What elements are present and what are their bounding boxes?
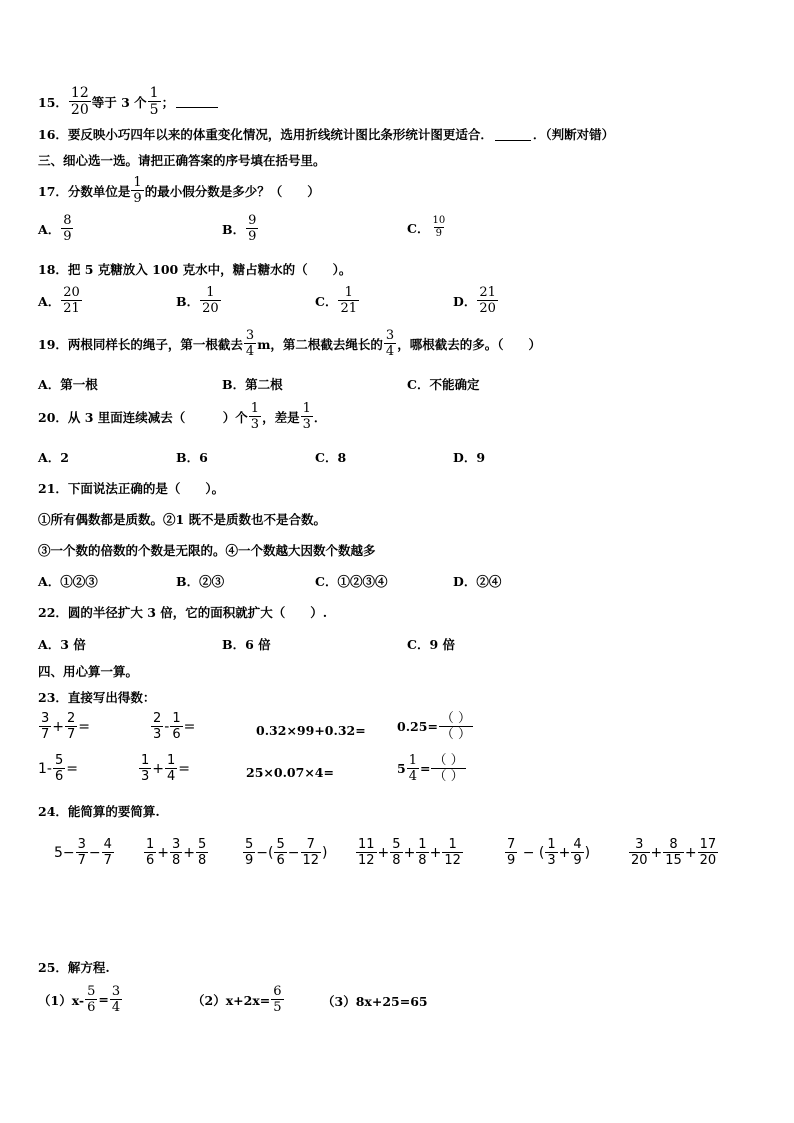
fraction-1-3: 1 3 (302, 401, 311, 432)
q18-option-d[interactable]: D． 21 20 (453, 285, 496, 316)
equation-1: （1）x- 5 6 = 3 4 (38, 984, 121, 1015)
question-21: 21．下面说法正确的是（ ）。 (38, 481, 225, 496)
q15-text: 等于 3 个 (91, 94, 147, 110)
q19-option-a[interactable]: A．第一根 (38, 377, 98, 392)
fraction-1-9: 1 9 (133, 175, 142, 206)
question-25: 25．解方程. (38, 960, 110, 975)
q24-expr-2: 1 6 + 3 8 + 5 8 (146, 837, 207, 868)
q24-expr-4: 11 12 + 5 8 + 1 8 + 1 12 (358, 837, 461, 868)
question-15: 15． 12 20 等于 3 个 1 5 ； (38, 86, 218, 117)
q23-expr-7: 25×0.07×4= (246, 765, 334, 780)
answer-blank[interactable] (495, 128, 531, 141)
q21-option-b[interactable]: B．②③ (176, 574, 225, 589)
q24-expr-6: 3 20 + 8 15 + 17 20 (631, 837, 717, 868)
q21-statement-line-1: ①所有偶数都是质数。②1 既不是质数也不是合数。 (38, 512, 327, 527)
question-17: 17．分数单位是 1 9 的最小假分数是多少？（ ） (38, 175, 320, 206)
q20-option-d[interactable]: D．9 (453, 450, 486, 465)
q22-option-c[interactable]: C．9 倍 (407, 637, 455, 652)
fraction-1-3: 1 3 (250, 401, 260, 432)
q15-number: 15． (38, 94, 68, 110)
question-20: 20．从 3 里面连续减去（ ）个 1 3 ，差是 1 3 ． (38, 401, 327, 432)
section-4-heading: 四、用心算一算。 (38, 664, 139, 679)
q20-option-b[interactable]: B．6 (176, 450, 208, 465)
fraction-1-5: 1 5 (149, 85, 159, 118)
q21-option-d[interactable]: D．②④ (453, 574, 502, 589)
q19-option-c[interactable]: C．不能确定 (407, 377, 480, 392)
q19-option-b[interactable]: B．第二根 (222, 377, 283, 392)
answer-blank[interactable] (176, 95, 218, 108)
q21-statement-line-2: ③一个数的倍数的个数是无限的。④一个数越大因数个数越多 (38, 543, 376, 558)
question-19: 19．两根同样长的绳子，第一根截去 3 4 m，第二根截去绳长的 3 4 ，哪根截去的多。（ ） (38, 328, 541, 359)
q22-option-a[interactable]: A．3 倍 (38, 637, 86, 652)
q17-option-c[interactable]: C． 10 9 (407, 215, 446, 239)
q17-option-b[interactable]: B． 9 9 (222, 213, 257, 244)
fraction-12-20: 12 20 (70, 85, 89, 118)
q23-expr-5: 1- 5 6 = (38, 753, 78, 784)
q21-option-a[interactable]: A．①②③ (38, 574, 98, 589)
q22-option-b[interactable]: B．6 倍 (222, 637, 271, 652)
q17-option-a[interactable]: A． 8 9 (38, 213, 72, 244)
question-18: 18．把 5 克糖放入 100 克水中，糖占糖水的（ ）。 (38, 262, 352, 277)
fraction-3-4: 3 4 (245, 328, 255, 359)
q20-option-c[interactable]: C．8 (315, 450, 347, 465)
equation-2: （2）x+2x= $\frac{6}{5}$ (192, 984, 282, 1015)
q23-expr-4: 0.25= （ ） （ ） (397, 711, 472, 742)
question-24: 24．能简算的要简算. (38, 804, 160, 819)
q21-option-c[interactable]: C．①②③④ (315, 574, 388, 589)
q24-expr-3: 5 9 −( 5 6 − 7 12 ) (245, 837, 328, 868)
q16-text: 16．要反映小巧四年以来的体重变化情况，选用折线统计图比条形统计图更适合． (38, 127, 493, 142)
question-16: 16．要反映小巧四年以来的体重变化情况，选用折线统计图比条形统计图更适合． ．（判断对错） (38, 127, 615, 142)
q24-expr-1: 5− 3 7 − 4 7 (54, 837, 112, 868)
q23-expr-8: 5 1 4 = （ ） （ ） (397, 753, 464, 784)
q20-option-a[interactable]: A．2 (38, 450, 69, 465)
q18-option-a[interactable]: A． 20 21 (38, 285, 80, 316)
q24-expr-5: 7 9 − ( 1 3 + 4 9 ) (507, 837, 591, 868)
equation-3: （3）8x+25=65 (322, 994, 428, 1009)
fraction-3-4: 3 4 (385, 328, 395, 359)
q23-expr-2: 2 3 - 1 6 = (153, 711, 196, 742)
q23-expr-3: 0.32×99+0.32= (256, 723, 366, 738)
q18-option-b[interactable]: B． 1 20 (176, 285, 219, 316)
q23-expr-6: 1 3 + 1 4 = (141, 753, 191, 784)
q23-expr-1: 3 7 + 2 7 = (41, 711, 91, 742)
question-23: 23．直接写出得数： (38, 690, 156, 705)
section-3-heading: 三、细心选一选。请把正确答案的序号填在括号里。 (38, 153, 326, 168)
question-22: 22．圆的半径扩大 3 倍，它的面积就扩大（ ）. (38, 605, 328, 620)
q18-option-c[interactable]: C． 1 21 (315, 285, 357, 316)
